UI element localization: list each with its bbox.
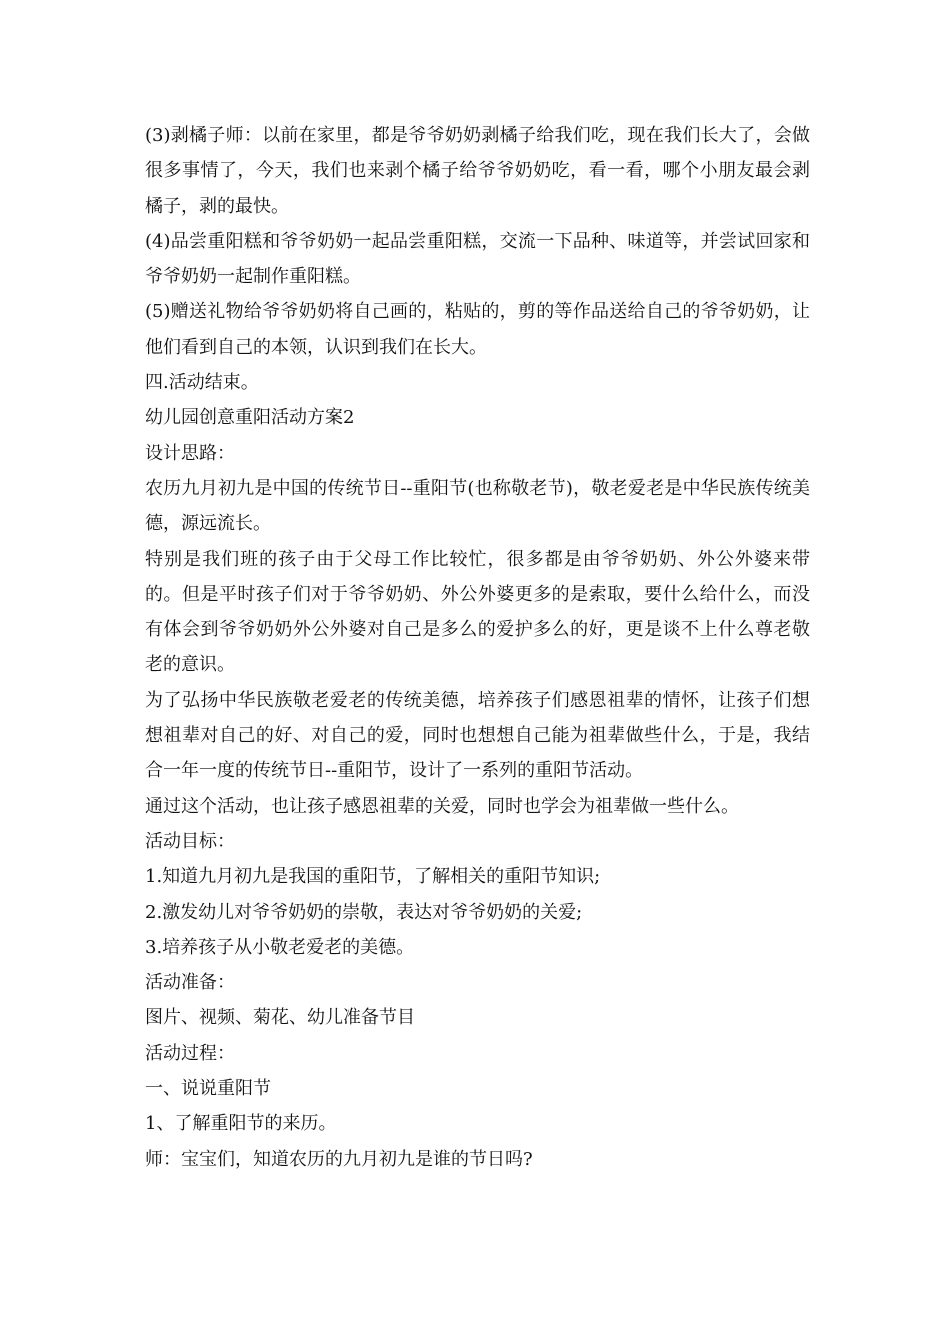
goal-item-2: 2.激发幼儿对爷爷奶奶的崇敬，表达对爷爷奶奶的关爱; xyxy=(145,901,583,923)
process-step-1-heading: 一、说说重阳节 xyxy=(145,1078,271,1100)
document-page xyxy=(145,118,810,1177)
heading-activity-goals: 活动目标： xyxy=(145,830,235,852)
paragraph-step-5-gifts: (5)赠送礼物给爷爷奶奶将自己画的，粘贴的，剪的等作品送给自己的爷爷奶奶，让他们看到自己的本领，认识到我们在长大。 xyxy=(145,301,810,358)
paragraph-class-background: 特别是我们班的孩子由于父母工作比较忙，很多都是由爷爷奶奶、外公外婆来带的。但是平时孩子们对于爷爷奶奶、外公外婆更多的是索取，要什么给什么，而没有体会到爷爷奶奶外公外婆对自己是多么的爱护多么的好，更是谈不上什么尊老敬老的意识。 xyxy=(145,548,810,676)
paragraph-step-4-taste-cake: (4)品尝重阳糕和爷爷奶奶一起品尝重阳糕，交流一下品种、味道等，并尝试回家和爷爷奶奶一起制作重阳糕。 xyxy=(145,230,810,288)
heading-activity-preparation: 活动准备： xyxy=(145,972,235,994)
paragraph-activity-end: 四.活动结束。 xyxy=(145,372,259,394)
paragraph-activity-meaning: 通过这个活动，也让孩子感恩祖辈的关爱，同时也学会为祖辈做一些什么。 xyxy=(145,795,739,817)
paragraph-teacher-question: 师：宝宝们，知道农历的九月初九是谁的节日吗? xyxy=(145,1148,533,1170)
paragraph-step-3-peel-oranges: (3)剥橘子师：以前在家里，都是爷爷奶奶剥橘子给我们吃，现在我们长大了，会做很多事情了，今天，我们也来剥个橘子给爷爷奶奶吃，看一看，哪个小朋友最会剥橘子，剥的最快。 xyxy=(145,125,810,217)
heading-design-idea: 设计思路： xyxy=(145,442,235,464)
heading-activity-process: 活动过程： xyxy=(145,1042,235,1064)
section-title-plan-2: 幼儿园创意重阳活动方案2 xyxy=(145,407,355,429)
paragraph-preparation-items: 图片、视频、菊花、幼儿准备节目 xyxy=(145,1007,415,1029)
goal-item-1: 1.知道九月初九是我国的重阳节，了解相关的重阳节知识; xyxy=(145,866,601,888)
goal-item-3: 3.培养孩子从小敬老爱老的美德。 xyxy=(145,936,415,958)
process-substep-1: 1、了解重阳节的来历。 xyxy=(145,1113,337,1135)
paragraph-purpose: 为了弘扬中华民族敬老爱老的传统美德，培养孩子们感恩祖辈的情怀，让孩子们想想祖辈对自己的好、对自己的爱，同时也想想自己能为祖辈做些什么，于是，我结合一年一度的传统节日--重阳节，设计了一系列的重阳节活动。 xyxy=(145,689,810,782)
paragraph-festival-intro: 农历九月初九是中国的传统节日--重阳节(也称敬老节)，敬老爱老是中华民族传统美德，源远流长。 xyxy=(145,477,810,535)
